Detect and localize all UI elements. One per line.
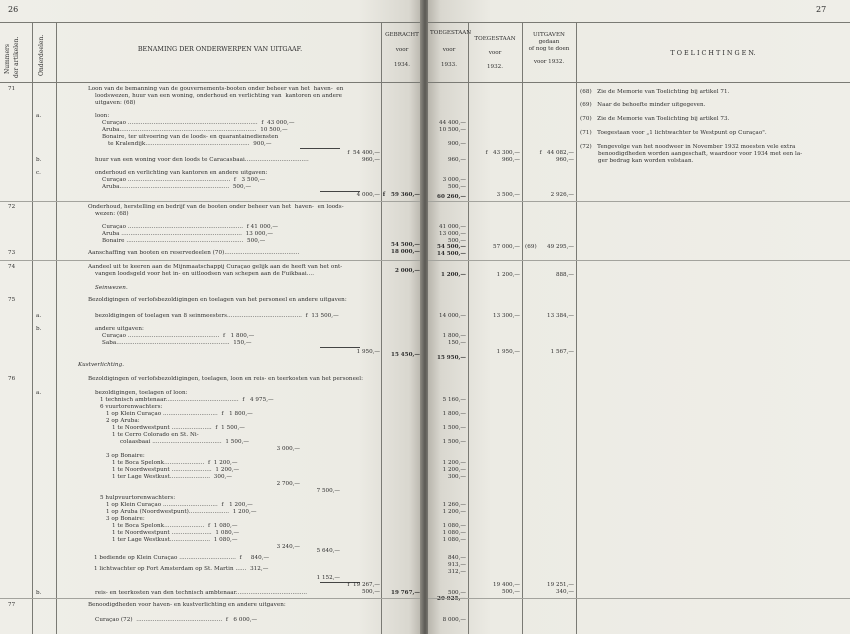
row-text: Aandeel uit te keeren aan de Mijnmaatschappij Curaçao gelijk aan de heeft van het ont- bbox=[88, 264, 343, 270]
row-text: Bezoldigingen of verlofsbezoldigingen en toelagen van het personeel en andere uitgaven: bbox=[88, 297, 347, 303]
toegestaan-1933-total: 15 950,— bbox=[437, 355, 466, 361]
toegestaan-1933-value: 840,— bbox=[447, 555, 466, 561]
row-text: te Kralendijk......................................................... 900,— bbox=[108, 141, 272, 147]
toegestaan-1933-value: 1 080,— bbox=[442, 530, 466, 536]
onderdeel-label: a. bbox=[36, 113, 42, 119]
uitgaven-note-ref: (69) bbox=[525, 244, 537, 250]
row-text: 1 te Boca Spelonk...................... f 1 080,— bbox=[112, 523, 238, 529]
toelichting-note: (70) Zie de Memorie van Toelichting bij artikel 73. bbox=[580, 116, 730, 122]
onderdeel-label: a. bbox=[36, 313, 42, 319]
row-text: 1 te Boca Spelonk...................... f 1 200,— bbox=[112, 460, 238, 466]
column-rule bbox=[468, 22, 469, 634]
toegestaan-1933-total: 20 925,— bbox=[437, 596, 466, 602]
header-toelichtingen: T O E L I C H T I N G E N. bbox=[670, 49, 756, 57]
row-text: Curaçao (72) ............................................... f 6 000,— bbox=[95, 617, 258, 623]
uitgaven-1932-value: f 44 082,— bbox=[539, 150, 574, 156]
toelichting-note: ger bedrag kan worden volstaan. bbox=[598, 158, 694, 164]
header-benaming: BENAMING DER ONDERWERPEN VAN UITGAAF. bbox=[137, 45, 303, 53]
toegestaan-1933-value: 14 000,— bbox=[439, 313, 466, 319]
row-text: Bezoldigingen of verlofsbezoldigingen, toelagen, loon en reis- en teerkosten van het personeel: bbox=[88, 376, 364, 382]
row-rule bbox=[428, 201, 850, 202]
subtotal: f 19 267,— bbox=[347, 582, 380, 588]
header-nummers: Nummers bbox=[4, 44, 11, 74]
subtotal: 7 500,— bbox=[316, 488, 340, 494]
article-number: 77 bbox=[8, 602, 16, 608]
toelichting-note: benoodigdheden worden aangeschaft, waardoor voor 1934 met een la- bbox=[598, 151, 803, 157]
header-bottom-rule bbox=[428, 82, 850, 83]
toegestaan-1932-value: 19 400,— bbox=[493, 582, 520, 588]
toegestaan-1932-value: 500,— bbox=[501, 589, 520, 595]
row-text: 1 ter Lage Westkust...................... 1 080,— bbox=[112, 537, 238, 543]
column-rule bbox=[381, 22, 382, 634]
row-text: 1 ter Lage Westkust...................... 300,— bbox=[112, 474, 233, 480]
header-der-artikelen: der artikelen. bbox=[13, 36, 20, 78]
row-text: wezen: (68) bbox=[95, 211, 129, 217]
row-text: Curaçao ........................................................ f 3 500,— bbox=[102, 177, 266, 183]
row-text: bezoldigingen of toelagen van 8 seinmeesters......................................... f 13 500,— bbox=[95, 313, 339, 319]
toegestaan-1932-value: 57 000,— bbox=[493, 244, 520, 250]
row-text: 3 op Bonaire: bbox=[106, 516, 145, 522]
column-rule bbox=[576, 22, 577, 634]
header-toegestaan-1933: TOEGESTAAN voor 1933. bbox=[430, 30, 472, 68]
article-number: 71 bbox=[8, 86, 16, 92]
row-text: Curaçao .................................................. f 1 800,— bbox=[102, 333, 255, 339]
gebracht-total: 15 450,— bbox=[391, 352, 420, 358]
toegestaan-1933-value: 1 800,— bbox=[442, 333, 466, 339]
toegestaan-1933-value: 3 000,— bbox=[442, 177, 466, 183]
row-text: andere uitgaven: bbox=[95, 326, 144, 332]
uitgaven-1932-value: 888,— bbox=[555, 272, 574, 278]
toegestaan-1933-value: 500,— bbox=[447, 184, 466, 190]
gebracht-total: 2 000,— bbox=[394, 268, 420, 274]
row-text: 5 hulpvuurtorenwachters: bbox=[100, 495, 176, 501]
toegestaan-1933-value: 13 000,— bbox=[439, 231, 466, 237]
article-number: 73 bbox=[8, 250, 16, 256]
toegestaan-1933-value: 8 000,— bbox=[442, 617, 466, 623]
row-text: 1 te Noordwestpunt ...................... 1 080,— bbox=[112, 530, 240, 536]
subtotal: f 54 400,— bbox=[347, 150, 380, 156]
row-text: Aruba........................................................................... 10 500,— bbox=[102, 127, 288, 133]
header-uitgaven: UITGAVEN gedaan of nog te doen voor 1932. bbox=[528, 32, 570, 65]
toelichting-note: (69) Naar de behoefte minder uitgegeven. bbox=[580, 102, 706, 108]
row-text: 2 op Aruba: bbox=[106, 418, 140, 424]
sum-rule bbox=[320, 347, 360, 348]
row-text: vangen loodsgeld voor het in- en uitloodsen van schepen aan de Fuikbaai.... bbox=[95, 271, 315, 277]
toegestaan-1932-value: 1 950,— bbox=[496, 349, 520, 355]
row-rule bbox=[0, 598, 422, 599]
row-text: Curaçao ............................................................... f 41 000,— bbox=[102, 224, 279, 230]
toegestaan-1933-value: 900,— bbox=[447, 141, 466, 147]
column-rule bbox=[522, 22, 523, 634]
row-text: Curaçao ....................................................................... f 43 000,— bbox=[102, 120, 295, 126]
subtotal: 960,— bbox=[361, 157, 380, 163]
row-rule bbox=[0, 201, 422, 202]
row-text: Aruba .................................................................. 13 000,— bbox=[102, 231, 273, 237]
row-text: Aruba............................................................ 500,— bbox=[102, 184, 252, 190]
toegestaan-1933-value: 500,— bbox=[447, 238, 466, 244]
row-text: 1 lichtwachter op Fort Amsterdam op St. Martin ...... 312,— bbox=[94, 566, 269, 572]
header-bottom-rule bbox=[0, 82, 422, 83]
row-text: Bonaire ................................................................ 500,— bbox=[102, 238, 266, 244]
subtotal: 3 000,— bbox=[276, 446, 300, 452]
toegestaan-1933-total: 14 500,— bbox=[437, 251, 466, 257]
row-text: Aanschaffing van booten en reservedeelen (70)......................................... bbox=[88, 250, 300, 256]
toegestaan-1933-value: 1 080,— bbox=[442, 523, 466, 529]
onderdeel-label: c. bbox=[36, 170, 42, 176]
toegestaan-1933-value: 1 500,— bbox=[442, 425, 466, 431]
toegestaan-1932-value: f 43 300,— bbox=[485, 150, 520, 156]
uitgaven-1932-value: 960,— bbox=[555, 157, 574, 163]
onderdeel-label: b. bbox=[36, 326, 42, 332]
uitgaven-1932-value: 49 295,— bbox=[547, 244, 574, 250]
subtotal: 2 700,— bbox=[276, 481, 300, 487]
toegestaan-1933-value: 500,— bbox=[447, 590, 466, 596]
row-text: 1 bediende op Klein Curaçao ............................... f 840,— bbox=[94, 555, 270, 561]
uitgaven-1932-value: 2 926,— bbox=[550, 192, 574, 198]
gebracht-total: 54 500,— bbox=[391, 242, 420, 248]
row-text: uitgaven: (68) bbox=[95, 100, 136, 106]
article-number: 72 bbox=[8, 204, 16, 210]
subtotal: 3 240,— bbox=[276, 544, 300, 550]
toegestaan-1932-value: 1 200,— bbox=[496, 272, 520, 278]
header-onderdeelen: Onderdeelen. bbox=[38, 34, 45, 76]
column-rule bbox=[32, 22, 33, 634]
row-text: loon: bbox=[95, 113, 110, 119]
right-page-number: 27 bbox=[816, 5, 827, 14]
row-text: 3 op Bonaire: bbox=[106, 453, 145, 459]
toegestaan-1933-value: 10 500,— bbox=[439, 127, 466, 133]
uitgaven-1932-value: 340,— bbox=[555, 589, 574, 595]
header-toegestaan-1932: TOEGESTAAN voor 1932. bbox=[474, 36, 516, 70]
header-gebracht: GEBRACHT voor 1934. bbox=[385, 32, 419, 68]
article-number: 74 bbox=[8, 264, 16, 270]
left-page-number: 26 bbox=[8, 5, 19, 14]
toegestaan-1933-total: 54 500,— bbox=[437, 244, 466, 250]
right-page bbox=[428, 0, 850, 634]
row-text: 1 technisch ambtenaar........................................ f 4 975,— bbox=[100, 397, 274, 403]
row-text: colaasbaai ...................................... 1 500,— bbox=[120, 439, 250, 445]
row-text: Benoodigdheden voor haven- en kustverlichting en andere uitgaven: bbox=[88, 602, 286, 608]
subtotal: 5 640,— bbox=[316, 548, 340, 554]
toegestaan-1933-value: 1 200,— bbox=[442, 467, 466, 473]
toelichting-note: (72) Tengevolge van het noodweer in November 1932 moesten vele extra bbox=[580, 144, 796, 150]
row-text: Onderhoud, herstelling en bedrijf van de booten onder beheer van het haven- en loods- bbox=[88, 204, 344, 210]
left-page bbox=[0, 0, 422, 634]
section-heading: Kustverlichting. bbox=[78, 362, 125, 368]
toegestaan-1933-total: 60 260,— bbox=[437, 194, 466, 200]
toegestaan-1933-value: 1 260,— bbox=[442, 502, 466, 508]
row-text: 1 te Cerro Colorado en St. Ni- bbox=[112, 432, 199, 438]
row-text: loodswezen, huur van een woning, onderhoud en verlichting van kantoren en andere bbox=[95, 93, 343, 99]
toelichting-note: (71) Toegestaan voor „1 lichtwachter te Westpunt op Curaçao". bbox=[580, 130, 767, 136]
uitgaven-1932-value: 19 251,— bbox=[547, 582, 574, 588]
sum-rule bbox=[300, 148, 340, 149]
header-top-rule bbox=[428, 22, 850, 23]
toegestaan-1933-value: 41 000,— bbox=[439, 224, 466, 230]
onderdeel-label: a. bbox=[36, 390, 42, 396]
toegestaan-1932-value: 3 500,— bbox=[496, 192, 520, 198]
row-text: huur van een woning voor den loods te Caracasbaai................................... bbox=[95, 157, 309, 163]
toegestaan-1932-value: 13 300,— bbox=[493, 313, 520, 319]
row-text: 1 op Aruba (Noordwestpunt)...................... 1 200,— bbox=[106, 509, 257, 515]
toegestaan-1933-value: 44 400,— bbox=[439, 120, 466, 126]
row-text: 1 op Klein Curaçao .............................. f 1 200,— bbox=[106, 502, 253, 508]
subtotal: 500,— bbox=[361, 589, 380, 595]
subtotal: 1 950,— bbox=[356, 349, 380, 355]
toegestaan-1933-value: 312,— bbox=[447, 569, 466, 575]
row-rule bbox=[428, 598, 850, 599]
column-rule bbox=[56, 22, 57, 634]
uitgaven-1932-value: 1 567,— bbox=[550, 349, 574, 355]
toegestaan-1933-value: 913,— bbox=[447, 562, 466, 568]
onderdeel-label: b. bbox=[36, 590, 42, 596]
uitgaven-1932-value: 13 384,— bbox=[547, 313, 574, 319]
gebracht-total: 19 767,— bbox=[391, 590, 420, 596]
row-text: 6 vuurtorenwachters: bbox=[100, 404, 163, 410]
toegestaan-1932-value: 960,— bbox=[501, 157, 520, 163]
row-text: 1 te Noordwestpunt ...................... f 1 500,— bbox=[112, 425, 245, 431]
header-top-rule bbox=[0, 22, 422, 23]
toegestaan-1933-value: 1 200,— bbox=[442, 460, 466, 466]
toegestaan-1933-value: 5 160,— bbox=[442, 397, 466, 403]
toegestaan-1933-total: 1 200,— bbox=[440, 272, 466, 278]
toegestaan-1933-value: 1 800,— bbox=[442, 411, 466, 417]
row-rule bbox=[428, 260, 850, 261]
row-text: 1 te Noordwestpunt ...................... 1 200,— bbox=[112, 467, 240, 473]
row-text: Saba.............................................................. 150,— bbox=[102, 340, 252, 346]
row-text: Loon van de bemanning van de gouvernements-booten onder beheer van het haven- en bbox=[88, 86, 344, 92]
row-text: bezoldigingen, toelagen of loon: bbox=[95, 390, 188, 396]
toegestaan-1933-value: 300,— bbox=[447, 474, 466, 480]
row-text: onderhoud en verlichting van kantoren en andere uitgaven: bbox=[95, 170, 268, 176]
article-number: 76 bbox=[8, 376, 16, 382]
toelichting-note: (68) Zie de Memorie van Toelichting bij artikel 71. bbox=[580, 89, 730, 95]
toegestaan-1933-value: 150,— bbox=[447, 340, 466, 346]
toegestaan-1933-value: 1 500,— bbox=[442, 439, 466, 445]
gebracht-total: 18 000,— bbox=[391, 249, 420, 255]
row-rule bbox=[0, 260, 422, 261]
row-text: reis- en teerkosten van den technisch ambtenaar....................................... bbox=[95, 590, 308, 596]
toegestaan-1933-value: 1 080,— bbox=[442, 537, 466, 543]
subtotal: 1 152,— bbox=[316, 575, 340, 581]
article-number: 75 bbox=[8, 297, 16, 303]
gebracht-total: f 59 360,— bbox=[382, 192, 420, 198]
toegestaan-1933-value: 960,— bbox=[447, 157, 466, 163]
toegestaan-1933-value: 1 200,— bbox=[442, 509, 466, 515]
onderdeel-label: b. bbox=[36, 157, 42, 163]
subtotal: 4 000,— bbox=[356, 192, 380, 198]
row-text: Bonaire, ter uitvoering van de loods- en quarantainediensten bbox=[102, 134, 279, 140]
section-heading: Seinwezen. bbox=[95, 285, 128, 291]
row-text: 1 op Klein Curaçao .............................. f 1 800,— bbox=[106, 411, 253, 417]
